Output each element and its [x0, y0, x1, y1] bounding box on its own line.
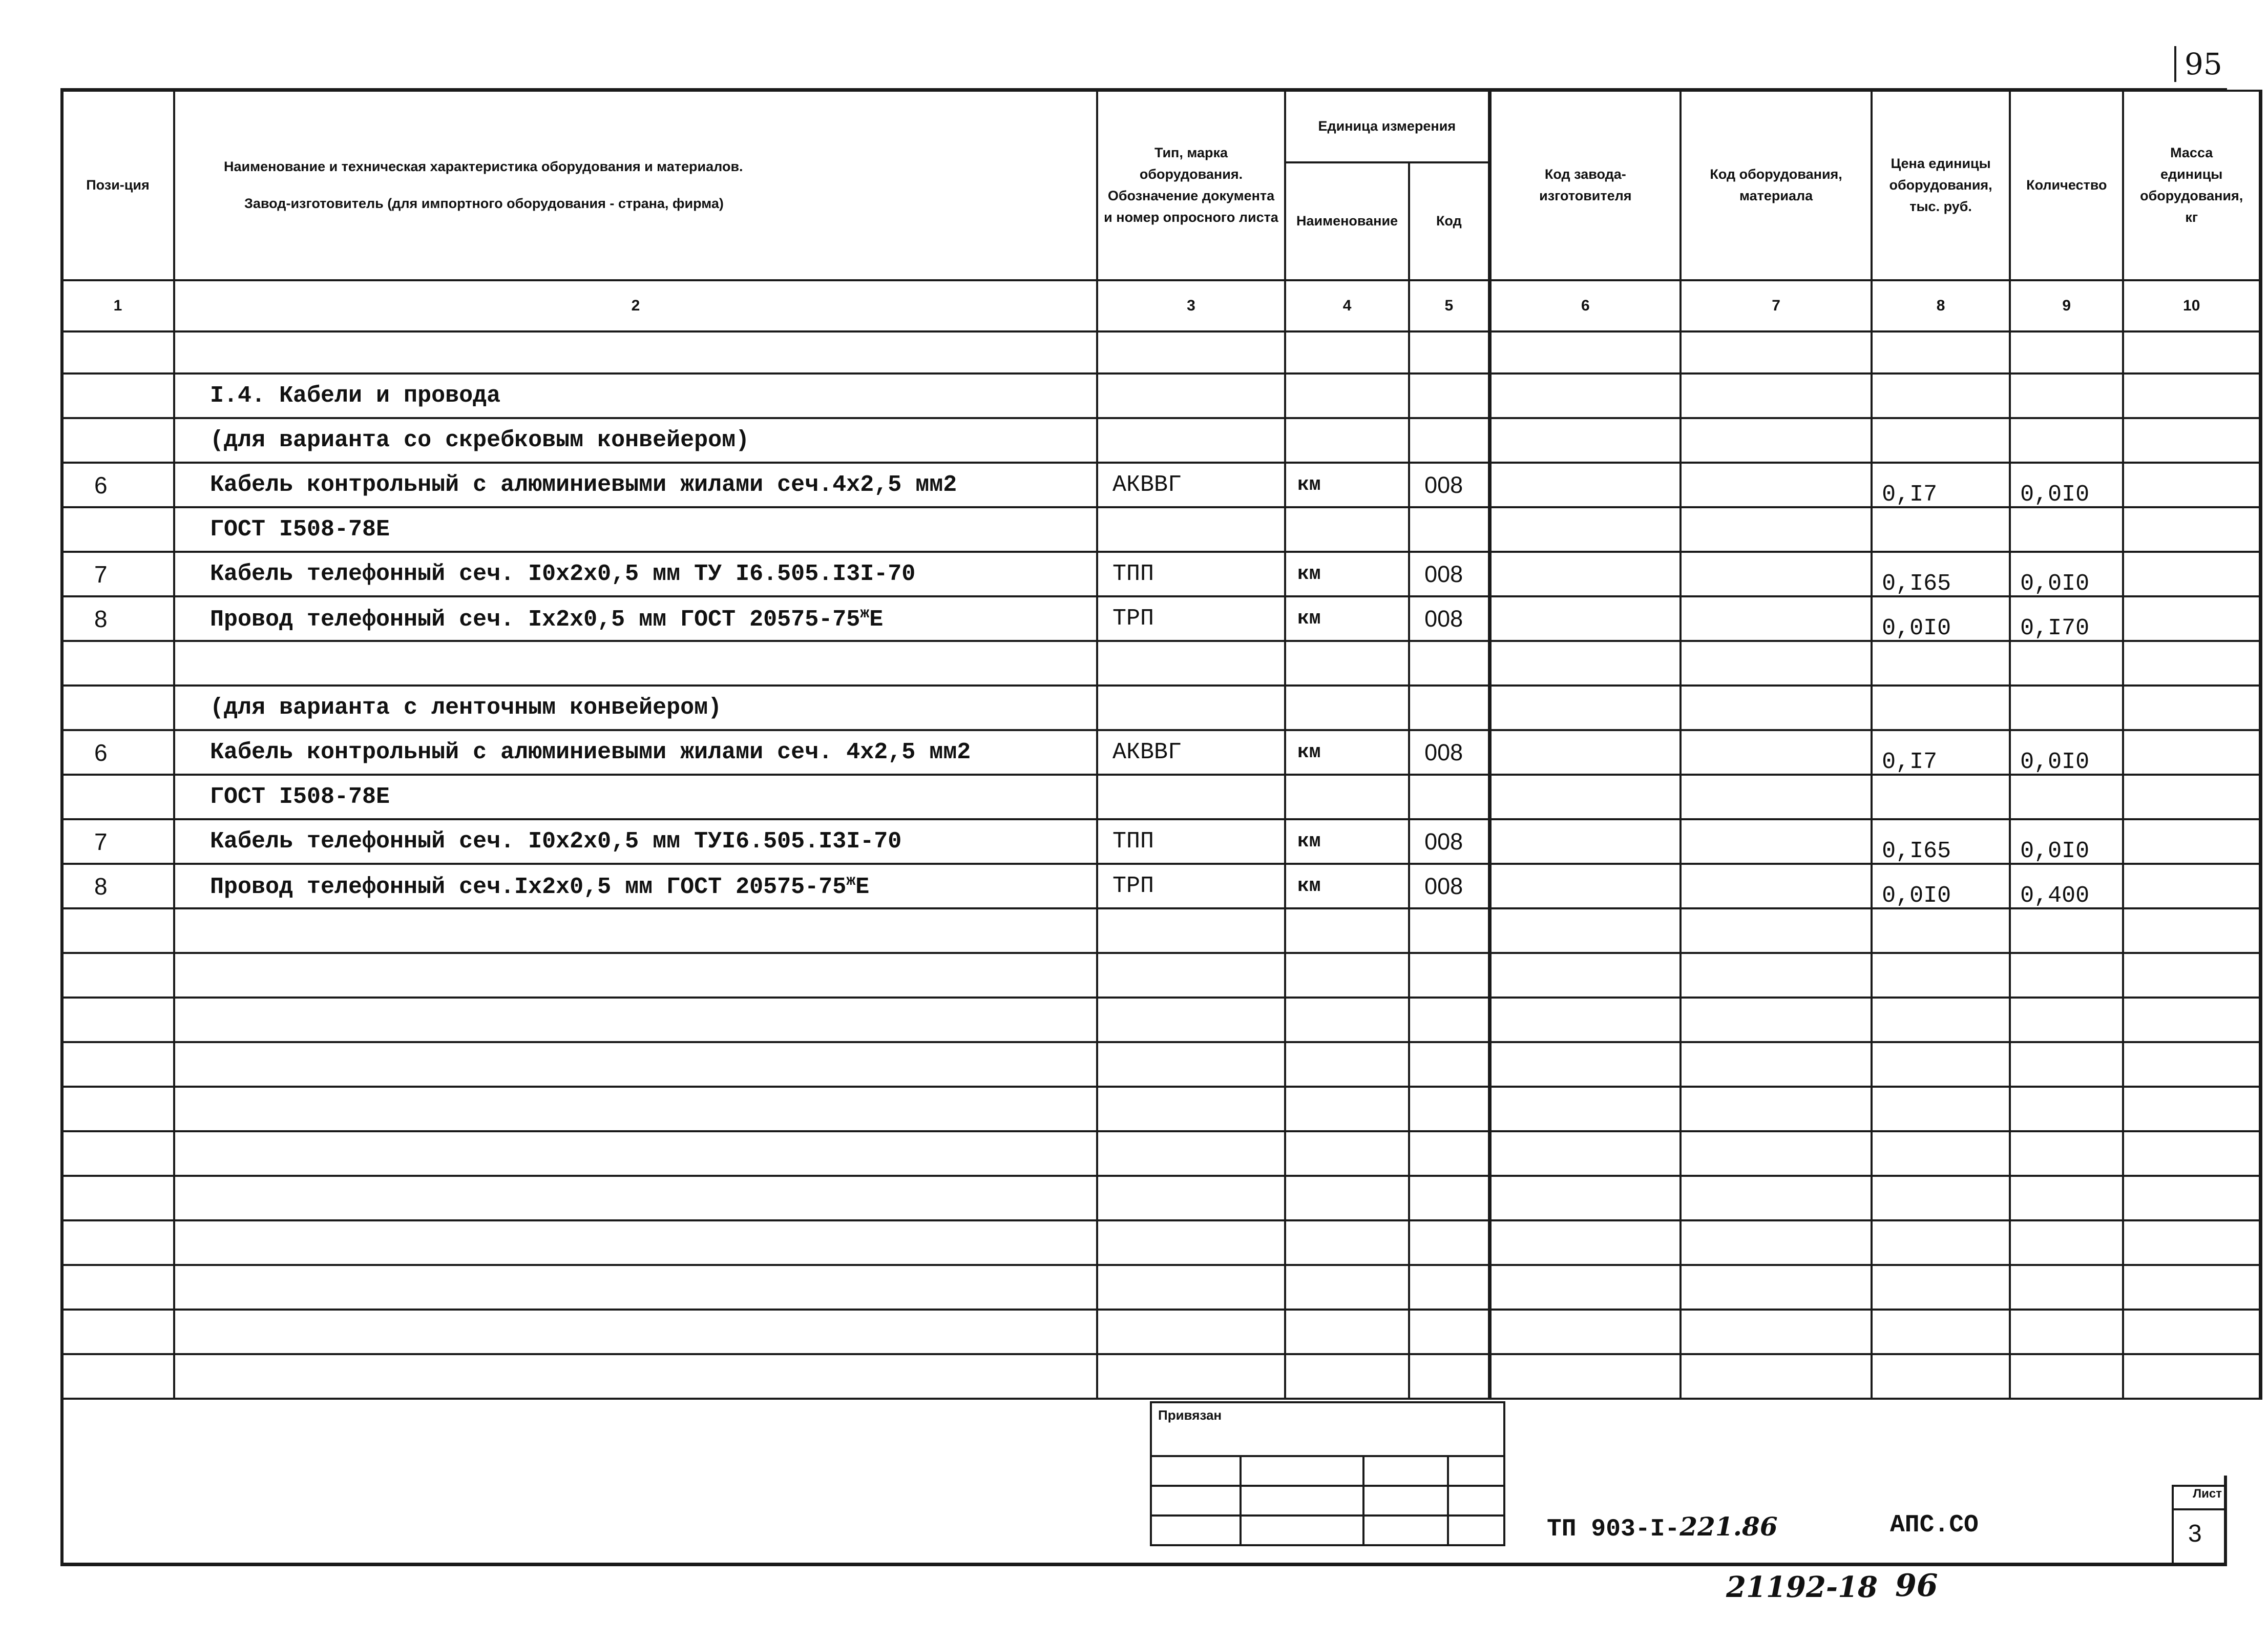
cell-quantity [2010, 686, 2123, 730]
empty-row [61, 953, 2260, 998]
col-number: 5 [1409, 280, 1489, 331]
cell-equipment-code [1681, 331, 1872, 373]
table-row [61, 641, 2260, 686]
cell-position: 6 [61, 730, 174, 775]
cell-factory-code [1489, 686, 1681, 730]
cell-unit [1285, 373, 1409, 418]
table-row [61, 463, 2260, 507]
cell-code [1409, 507, 1489, 552]
cell-code [1409, 641, 1489, 686]
cell-code [1409, 418, 1489, 463]
cell-position [61, 373, 174, 418]
cell-equipment-code [1681, 596, 1872, 641]
cell-unit [1285, 418, 1409, 463]
header-type: Тип, марка оборудования. Обозначение документа и номер опросного листа [1097, 91, 1285, 280]
cell-equipment-code [1681, 463, 1872, 507]
empty-row [61, 1176, 2260, 1220]
document-code [1547, 1511, 1778, 1543]
empty-row [61, 998, 2260, 1042]
binding-stamp [1150, 1401, 1505, 1546]
cell-mass [2123, 331, 2260, 373]
cell-factory-code [1489, 775, 1681, 819]
corner-page-number-text: 95 [2185, 47, 2222, 81]
cell-position [61, 507, 174, 552]
col-number: 1 [61, 280, 174, 331]
cell-factory-code [1489, 331, 1681, 373]
cell-name: ГОСТ I508-78Е [174, 775, 1097, 819]
col-number: 3 [1097, 280, 1285, 331]
cell-type: ТПП [1097, 552, 1285, 596]
cell-name-superscript: ж [860, 605, 870, 622]
cell-type: ТПП [1097, 819, 1285, 864]
cell-unit [1285, 775, 1409, 819]
cell-name [174, 864, 1097, 908]
header-factory-code: Код завода-изготовителя [1489, 91, 1681, 280]
empty-row [61, 1265, 2260, 1310]
cell-factory-code [1489, 373, 1681, 418]
cell-equipment-code [1681, 552, 1872, 596]
cell-price: 0,I7 [1872, 463, 2010, 507]
cell-position [61, 331, 174, 373]
col-number: 7 [1681, 280, 1872, 331]
cell-mass [2123, 507, 2260, 552]
cell-type: ТРП [1097, 864, 1285, 908]
cell-name: Кабель телефонный сеч. I0х2х0,5 мм ТУ I6.505.I3I-70 [174, 552, 1097, 596]
cell-name: Кабель телефонный сеч. I0х2х0,5 мм ТУI6.505.I3I-70 [174, 819, 1097, 864]
cell-price: 0,I65 [1872, 552, 2010, 596]
cell-factory-code [1489, 730, 1681, 775]
cell-type [1097, 775, 1285, 819]
cell-mass [2123, 864, 2260, 908]
cell-price [1872, 331, 2010, 373]
cell-quantity [2010, 641, 2123, 686]
cell-quantity [2010, 373, 2123, 418]
cell-equipment-code [1681, 864, 1872, 908]
table-row [61, 775, 2260, 819]
cell-position: 8 [61, 596, 174, 641]
cell-quantity [2010, 331, 2123, 373]
cell-name-superscript: ж [846, 873, 856, 890]
cell-equipment-code [1681, 730, 1872, 775]
sheet-label: Лист [2174, 1487, 2225, 1510]
cell-price: 0,0I0 [1872, 596, 2010, 641]
table-row [61, 373, 2260, 418]
col-number: 2 [174, 280, 1097, 331]
cell-price: 0,0I0 [1872, 864, 2010, 908]
cell-quantity: 0,0I0 [2010, 819, 2123, 864]
table-row [61, 552, 2260, 596]
document-code-text: ТП 903-I- [1547, 1516, 1680, 1543]
cell-name: ГОСТ I508-78Е [174, 507, 1097, 552]
header-equipment-code: Код оборудования, материала [1681, 91, 1872, 280]
cell-quantity: 0,0I0 [2010, 730, 2123, 775]
document-suffix: АПС.СО [1890, 1511, 1979, 1539]
cell-equipment-code [1681, 775, 1872, 819]
cell-mass [2123, 819, 2260, 864]
cell-type [1097, 418, 1285, 463]
cell-mass [2123, 596, 2260, 641]
cell-price: 0,I65 [1872, 819, 2010, 864]
cell-equipment-code [1681, 641, 1872, 686]
table-row [61, 596, 2260, 641]
col-number: 9 [2010, 280, 2123, 331]
cell-position [61, 418, 174, 463]
corner-page-number [2174, 46, 2222, 82]
cell-price [1872, 641, 2010, 686]
table-row [61, 686, 2260, 730]
cell-name [174, 641, 1097, 686]
cell-factory-code [1489, 552, 1681, 596]
cell-mass [2123, 373, 2260, 418]
cell-equipment-code [1681, 373, 1872, 418]
cell-price: 0,I7 [1872, 730, 2010, 775]
cell-code: 008 [1409, 864, 1489, 908]
cell-name [174, 331, 1097, 373]
cell-factory-code [1489, 641, 1681, 686]
col-number: 8 [1872, 280, 2010, 331]
archive-number: 21192-18 [1726, 1570, 1878, 1604]
header-name-line2: Завод-изготовитель (для импортного оборудования - страна, фирма) [244, 196, 724, 211]
table-row [61, 418, 2260, 463]
cell-position: 7 [61, 552, 174, 596]
cell-unit [1285, 641, 1409, 686]
cell-position [61, 641, 174, 686]
cell-mass [2123, 686, 2260, 730]
cell-mass [2123, 730, 2260, 775]
cell-factory-code [1489, 418, 1681, 463]
cell-name-text: Провод телефонный сеч. Iх2х0,5 мм ГОСТ 20575-75 [210, 607, 860, 633]
cell-factory-code [1489, 507, 1681, 552]
cell-code [1409, 331, 1489, 373]
cell-factory-code [1489, 596, 1681, 641]
cell-position: 8 [61, 864, 174, 908]
cell-equipment-code [1681, 819, 1872, 864]
header-name [174, 91, 1097, 280]
cell-type: АКВВГ [1097, 730, 1285, 775]
cell-unit [1285, 331, 1409, 373]
header-unit-code: Код [1409, 162, 1489, 280]
cell-type [1097, 641, 1285, 686]
cell-type: ТРП [1097, 596, 1285, 641]
cell-code: 008 [1409, 463, 1489, 507]
frame-left-border [60, 90, 64, 1565]
cell-name: Кабель контрольный с алюминиевыми жилами сеч.4х2,5 мм2 [174, 463, 1097, 507]
cell-code: 008 [1409, 552, 1489, 596]
header-position: Пози-ция [61, 91, 174, 280]
column-number-row [61, 280, 2260, 331]
cell-equipment-code [1681, 686, 1872, 730]
cell-quantity: 0,I70 [2010, 596, 2123, 641]
cell-unit: км [1285, 463, 1409, 507]
cell-factory-code [1489, 463, 1681, 507]
cell-name-text: Провод телефонный сеч.Iх2х0,5 мм ГОСТ 20575-75 [210, 874, 847, 900]
table-row [61, 331, 2260, 373]
cell-quantity: 0,400 [2010, 864, 2123, 908]
cell-mass [2123, 775, 2260, 819]
cell-equipment-code [1681, 507, 1872, 552]
cell-code: 008 [1409, 819, 1489, 864]
header-quantity: Количество [2010, 91, 2123, 280]
cell-unit: км [1285, 596, 1409, 641]
cell-name: (для варианта со скребковым конвейером) [174, 418, 1097, 463]
cell-name: Кабель контрольный с алюминиевыми жилами сеч. 4х2,5 мм2 [174, 730, 1097, 775]
cell-mass [2123, 418, 2260, 463]
cell-type [1097, 686, 1285, 730]
empty-row [61, 1087, 2260, 1131]
cell-quantity [2010, 507, 2123, 552]
cell-factory-code [1489, 819, 1681, 864]
header-name-line1: Наименование и техническая характеристика оборудования и материалов. [224, 159, 743, 175]
header-unit-group: Единица измерения [1285, 91, 1489, 162]
cell-name-suffix: Е [855, 874, 870, 900]
col-number: 4 [1285, 280, 1409, 331]
col-number: 6 [1489, 280, 1681, 331]
header-mass: Масса единицы оборудования, кг [2123, 91, 2260, 280]
page-number-handwritten: 96 [1895, 1568, 1938, 1604]
cell-code [1409, 373, 1489, 418]
empty-row [61, 1220, 2260, 1265]
empty-row [61, 908, 2260, 953]
cell-unit: км [1285, 864, 1409, 908]
cell-code: 008 [1409, 596, 1489, 641]
cell-code [1409, 686, 1489, 730]
cell-name [174, 596, 1097, 641]
cell-unit: км [1285, 730, 1409, 775]
cell-factory-code [1489, 864, 1681, 908]
cell-type [1097, 331, 1285, 373]
empty-row [61, 1131, 2260, 1176]
table-row [61, 507, 2260, 552]
cell-type [1097, 373, 1285, 418]
cell-unit [1285, 686, 1409, 730]
col-number: 10 [2123, 280, 2260, 331]
cell-mass [2123, 463, 2260, 507]
header-unit-name: Наименование [1285, 162, 1409, 280]
cell-price [1872, 373, 2010, 418]
document-code-handwritten: 221.86 [1679, 1511, 1778, 1542]
cell-price [1872, 418, 2010, 463]
empty-row [61, 1042, 2260, 1087]
header-price: Цена единицы оборудования, тыс. руб. [1872, 91, 2010, 280]
header-row-top [61, 91, 2260, 162]
empty-row [61, 1354, 2260, 1399]
cell-code [1409, 775, 1489, 819]
cell-position: 6 [61, 463, 174, 507]
table-row [61, 730, 2260, 775]
table-row [61, 819, 2260, 864]
cell-type [1097, 507, 1285, 552]
cell-position: 7 [61, 819, 174, 864]
cell-position [61, 686, 174, 730]
cell-unit: км [1285, 552, 1409, 596]
cell-quantity: 0,0I0 [2010, 552, 2123, 596]
empty-row [61, 1310, 2260, 1354]
specification-table [60, 90, 2262, 1400]
table-row [61, 864, 2260, 908]
frame-bottom-border [60, 1563, 2227, 1566]
cell-price [1872, 507, 2010, 552]
cell-code: 008 [1409, 730, 1489, 775]
cell-position [61, 775, 174, 819]
cell-name-suffix: Е [869, 607, 884, 633]
cell-mass [2123, 641, 2260, 686]
cell-quantity: 0,0I0 [2010, 463, 2123, 507]
cell-name: (для варианта с ленточным конвейером) [174, 686, 1097, 730]
sheet-number: 3 [2188, 1520, 2202, 1547]
stamp-privyazan: Привязан [1151, 1402, 1504, 1456]
cell-price [1872, 686, 2010, 730]
cell-price [1872, 775, 2010, 819]
cell-unit: км [1285, 819, 1409, 864]
cell-name: I.4. Кабели и провода [174, 373, 1097, 418]
cell-type: АКВВГ [1097, 463, 1285, 507]
cell-equipment-code [1681, 418, 1872, 463]
sheet-box [2172, 1485, 2225, 1566]
cell-quantity [2010, 418, 2123, 463]
cell-mass [2123, 552, 2260, 596]
cell-unit [1285, 507, 1409, 552]
cell-quantity [2010, 775, 2123, 819]
